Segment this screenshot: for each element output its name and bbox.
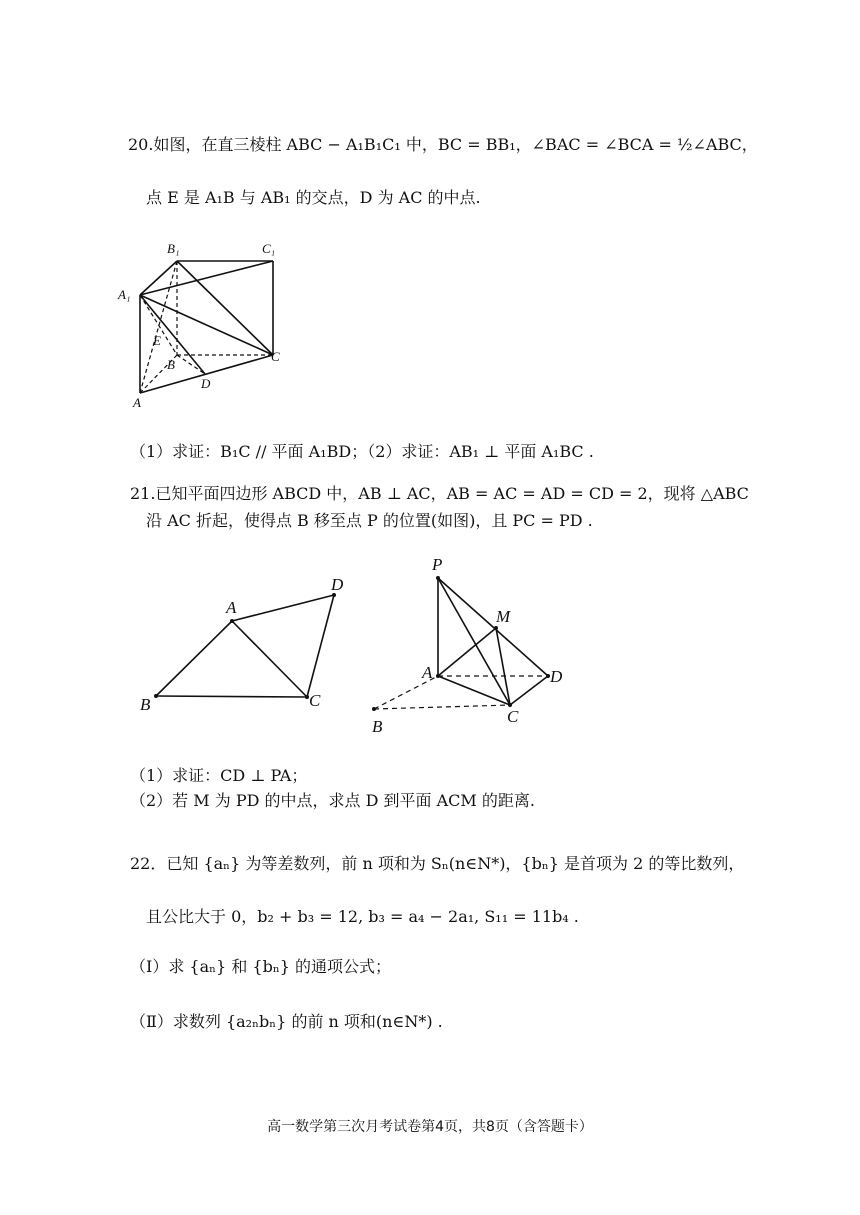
label-B1: B₁ (167, 241, 180, 256)
page-footer: 高一数学第三次月考试卷第4页，共8页（含答题卡） (267, 1119, 593, 1135)
right-label-D: D (550, 667, 563, 686)
right-label-P: P (432, 555, 443, 574)
left-label-B: B (140, 695, 151, 714)
q20-line2: 点 E 是 A₁B 与 AB₁ 的交点，D 为 AC 的中点. (146, 188, 481, 207)
q21-part1: （1）求证：CD ⊥ PA； (130, 766, 308, 785)
left-label-D: D (331, 575, 344, 594)
right-label-M: M (496, 607, 511, 626)
left-label-C: C (309, 691, 321, 710)
q20-parts: （1）求证：B₁C // 平面 A₁BD；（2）求证：AB₁ ⊥ 平面 A₁BC . (130, 442, 594, 461)
q21-line2: 沿 AC 折起，使得点 B 移至点 P 的位置(如图)，且 PC = PD . (146, 511, 593, 530)
label-B: B (167, 357, 175, 372)
q22-line1: 22．已知 {aₙ} 为等差数列，前 n 项和为 Sₙ(n∈N*)，{bₙ} 是首项为 2 的等比数列， (130, 854, 745, 873)
q22-line2: 且公比大于 0，b₂ + b₃ = 12, b₃ = a₄ − 2a₁, S₁₁ = 11b₄ . (146, 907, 579, 926)
q21-part2: （2）若 M 为 PD 的中点，求点 D 到平面 ACM 的距离. (130, 791, 535, 810)
left-label-A: A (226, 598, 237, 617)
q21-quadrilateral-figure (130, 570, 360, 720)
q22-part1: （Ⅰ）求 {aₙ} 和 {bₙ} 的通项公式； (130, 957, 392, 976)
label-C1: C₁ (262, 241, 276, 256)
label-D: D (201, 376, 211, 391)
label-A: A (133, 395, 141, 410)
label-A1: A₁ (118, 287, 131, 302)
label-E: E (153, 333, 161, 348)
q20-line1: 20.如图，在直三棱柱 ABC − A₁B₁C₁ 中，BC = BB₁，∠BAC = ∠BCA = ½∠ABC， (128, 135, 758, 154)
q21-line1: 21.已知平面四边形 ABCD 中，AB ⊥ AC，AB = AC = AD = CD = 2，现将 △ABC (130, 484, 749, 503)
q21-pyramid-figure (360, 550, 580, 740)
label-C: C (271, 349, 280, 364)
right-label-A: A (422, 663, 433, 682)
right-label-C: C (507, 707, 519, 726)
right-label-B: B (372, 717, 383, 736)
q22-part2: （Ⅱ）求数列 {a₂ₙbₙ} 的前 n 项和(n∈N*) . (130, 1012, 443, 1031)
q20-prism-figure (115, 235, 315, 415)
